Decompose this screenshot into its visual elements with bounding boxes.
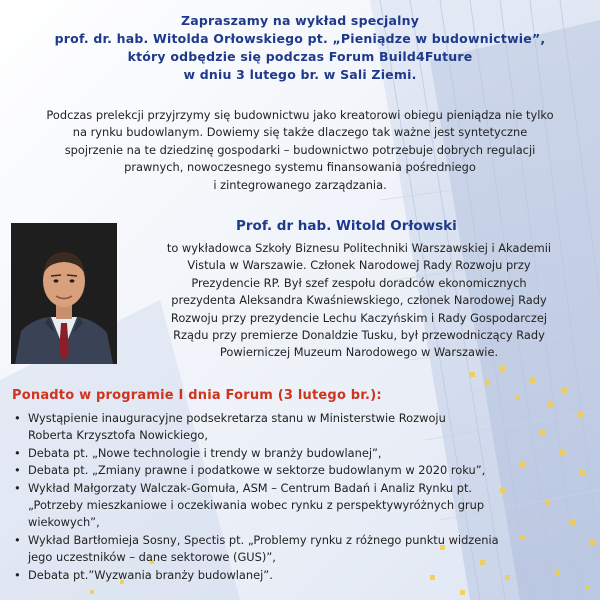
bio-line: Rządu przy premierze Donaldzie Tusku, był przewodniczący Rady: [173, 328, 545, 343]
program-item-line: wiekowych”,: [28, 515, 100, 530]
lecture-description: [0, 107, 600, 194]
program-list: [12, 410, 592, 584]
speaker-portrait-illustration: [11, 223, 117, 364]
bio-line: Vistula w Warszawie. Członek Narodowej Rady Rozwoju przy: [187, 258, 531, 273]
program-item: [12, 480, 592, 532]
intro-line: prof. dr. hab. Witolda Orłowskiego pt. „Pieniądze w budownictwie”,: [54, 31, 546, 46]
intro-line: w dniu 3 lutego br. w Sali Ziemi.: [183, 67, 417, 82]
description-line: Podczas prelekcji przyjrzymy się budownictwu jako kreatorowi obiegu pieniądza nie tylko: [46, 108, 554, 122]
description-line: prawnych, nowoczesnego systemu finansowania pośredniego: [124, 160, 476, 175]
program-item: [12, 445, 592, 462]
program-item-line: • Wykład Małgorzaty Walczak-Gomuła, ASM – Centrum Badań i Analiz Rynku pt.: [28, 480, 473, 495]
speaker-photo: [11, 223, 117, 364]
program-item-line: „Potrzeby mieszkaniowe i oczekiwania wobec rynku z perspektywyróżnych grup: [28, 498, 485, 513]
bio-line: Rozwoju przy prezydencie Lechu Kaczyńskim i Rady Gospodarczej: [170, 310, 548, 325]
program-item-line: • Wystąpienie inauguracyjne podsekretarza stanu w Ministerstwie Rozwoju: [28, 411, 446, 425]
intro-heading: [0, 12, 600, 84]
program-item-line: • Debata pt. „Nowe technologie i trendy w branży budowlanej”,: [28, 445, 382, 460]
description-line: i zintegrowanego zarządzania.: [213, 177, 387, 192]
program-item: [12, 410, 592, 445]
program-title: Ponadto w programie I dnia Forum (3 lutego br.):: [12, 388, 382, 403]
bio-line: prezydenta Aleksandra Kwaśniewskiego, członek Narodowej Rady: [171, 293, 547, 308]
speaker-name: Prof. dr hab. Witold Orłowski: [236, 218, 457, 234]
program-item-line: • Debata pt.”Wyzwania branży budowlanej”.: [28, 567, 273, 582]
program-item: [12, 462, 592, 479]
speaker-bio: [124, 240, 594, 362]
intro-line: Zapraszamy na wykład specjalny: [180, 13, 420, 28]
bio-line: Powierniczej Muzeum Narodowego w Warszawie.: [219, 345, 499, 360]
program-item-line: Roberta Krzysztofa Nowickiego,: [28, 428, 209, 443]
program-item-line: • Wykład Bartłomieja Sosny, Spectis pt. „Problemy rynku z różnego punktu widzenia: [28, 532, 499, 547]
description-line: spojrzenie na te dziedzinę gospodarki – budownictwo potrzebuje dobrych regulacji: [64, 142, 536, 157]
program-item: [12, 532, 592, 567]
intro-line: który odbędzie się podczas Forum Build4Future: [127, 49, 473, 64]
bio-line: to wykładowca Szkoły Biznesu Politechniki Warszawskiej i Akademii: [166, 241, 552, 255]
program-item: [12, 567, 592, 584]
description-line: na rynku budowlanym. Dowiemy się także dlaczego tak ważne jest syntetyczne: [72, 125, 528, 140]
program-item-line: • Debata pt. „Zmiany prawne i podatkowe w sektorze budowlanym w 2020 roku”,: [28, 463, 486, 478]
program-item-line: jego uczestników – dane sektorowe (GUS)”,: [28, 550, 276, 565]
bio-line: Prezydencie RP. Był szef zespołu doradców ekonomicznych: [191, 275, 527, 290]
